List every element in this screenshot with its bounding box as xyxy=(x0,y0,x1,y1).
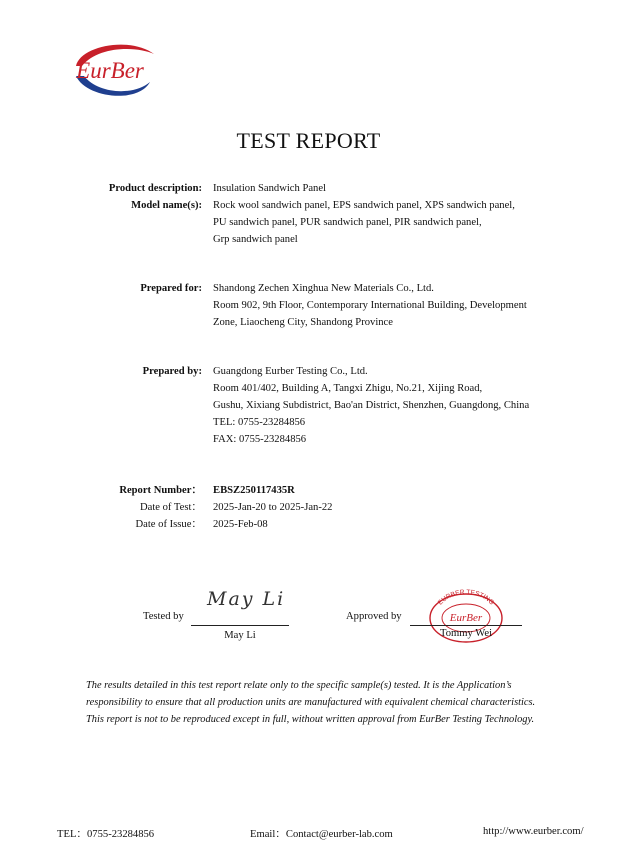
model-names-line: PU sandwich panel, PUR sandwich panel, PIR sandwich panel, xyxy=(213,217,482,228)
approved-by-label: Approved by xyxy=(346,611,402,622)
prepared-by-label: Prepared by: xyxy=(142,366,202,377)
product-description-label: Product description: xyxy=(108,183,202,194)
stamp-logo-text: EurBer xyxy=(449,612,483,624)
eurber-logo xyxy=(58,38,162,104)
footer-email[interactable]: Email：Contact@eurber-lab.com xyxy=(250,829,393,840)
prepared-by-fax: FAX: 0755-23284856 xyxy=(213,434,307,445)
model-names-line: Rock wool sandwich panel, EPS sandwich panel, XPS sandwich panel, xyxy=(213,200,515,211)
report-number-label: Report Number： xyxy=(119,485,202,496)
footer-tel: TEL：0755-23284856 xyxy=(57,829,155,840)
prepared-for-label: Prepared for: xyxy=(140,283,202,294)
product-description-value: Insulation Sandwich Panel xyxy=(213,183,326,194)
prepared-by-line: Guangdong Eurber Testing Co., Ltd. xyxy=(213,366,368,377)
prepared-for-line: Room 902, 9th Floor, Contemporary International Building, Development xyxy=(213,300,527,311)
date-of-issue-value: 2025-Feb-08 xyxy=(213,519,268,530)
date-of-test-value: 2025-Jan-20 to 2025-Jan-22 xyxy=(213,502,333,513)
date-of-issue-label: Date of Issue： xyxy=(135,519,202,530)
disclaimer: The results detailed in this test report relate only to the specific sample(s) tested. It is the Application’s responsibility to ensure that all production units are manufactured with equivalent chemical characteristics. This report is not to be reproduced except in full, without written approval from EurBer Testing Technology. xyxy=(86,680,536,725)
tested-by-name: May Li xyxy=(224,630,256,641)
prepared-by-tel: TEL: 0755-23284856 xyxy=(213,417,306,428)
model-names-line: Grp sandwich panel xyxy=(213,234,298,245)
model-names-label: Model name(s): xyxy=(131,200,202,211)
approved-by-name: Tommy Wei xyxy=(439,628,493,639)
footer-website[interactable]: http://www.eurber.com/ xyxy=(483,826,584,837)
prepared-by-line: Room 401/402, Building A, Tangxi Zhigu, No.21, Xijing Road, xyxy=(213,383,483,394)
stamp-text: EURBER TESTING xyxy=(436,588,496,607)
report-number-value: EBSZ250117435R xyxy=(213,485,295,496)
tested-by-line xyxy=(191,625,289,626)
prepared-for-line: Zone, Liaocheng City, Shandong Province xyxy=(213,317,393,328)
approved-by-line xyxy=(410,625,522,626)
tested-by-signature: May Li xyxy=(207,588,286,610)
prepared-for-line: Shandong Zechen Xinghua New Materials Co., Ltd. xyxy=(213,283,434,294)
logo-text: EurBer xyxy=(76,58,144,83)
page-title: TEST REPORT xyxy=(236,128,381,153)
tested-by-label: Tested by xyxy=(143,611,184,622)
date-of-test-label: Date of Test： xyxy=(139,502,202,513)
prepared-by-line: Gushu, Xixiang Subdistrict, Bao'an District, Shenzhen, Guangdong, China xyxy=(213,400,530,411)
